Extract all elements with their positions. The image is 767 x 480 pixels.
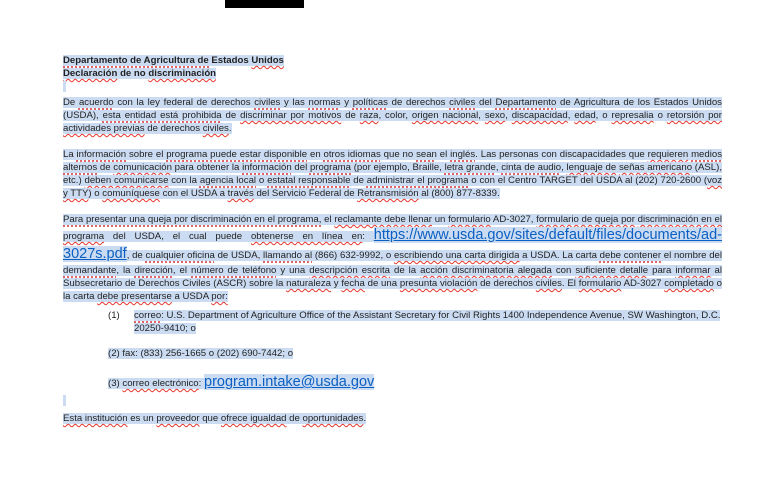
text-run: través [227,188,254,199]
text-run: del USDA, el cual puede [104,231,251,242]
text-run: origen nacional [411,110,479,121]
text-run: (ASL), etc.) [63,162,722,186]
text-run: , de [126,250,146,261]
text-run: requieren [647,149,689,160]
text-run: Departamento de Agricultura de [63,55,212,66]
text-run: de Agricultura de los Estados Unidos (USDA), [63,97,722,121]
text-run: sexo [484,110,506,121]
text-run: letra grande [444,162,496,173]
text-run: a USDA. La carta [519,250,600,261]
text-run: de una [364,278,400,289]
text-run: y [330,278,342,289]
text-run: retorsión por actividades previas [63,110,722,134]
text-run: del [291,162,310,173]
text-run: de [97,162,114,173]
text-run: , color, [378,110,412,121]
text-run: escribiendo una carta dirigida [393,250,520,261]
text-run: con el USDA a [159,188,228,199]
text-run: discriminar por motivos [240,110,342,121]
selected-paragraph-mark [63,395,66,406]
text-run: al Subsecretario de Derechos Civiles (ASCR) sobre la [63,265,722,289]
text-run: llamando al [263,250,313,261]
text-run: con la [168,175,200,186]
text-run: agencia local [199,175,257,186]
text-run: o [256,175,268,186]
text-run: de derechos [144,123,203,134]
text-run: de la [389,265,421,276]
text-run: estatal responsable [267,175,351,186]
text-run: por: [211,291,228,302]
text-run: oportunidades [302,413,364,424]
text-run: de derechos [477,278,536,289]
paragraph-complaint [63,213,722,303]
text-run: , [505,110,512,121]
text-run: Esta institución [63,413,128,424]
text-run: presunta violación [399,278,478,289]
text-run: civiles [202,123,229,134]
text-run: y [340,97,353,108]
text-run: completado [664,278,714,289]
text-run: el [321,214,335,225]
text-run: normas [308,97,341,108]
text-run: que [199,413,221,424]
list-item-email [108,373,722,392]
text-run: Declaración [63,68,118,79]
text-run: o [653,110,667,121]
paragraph-equal-opportunity [63,412,722,425]
text-run: La [63,149,77,160]
text-run: , [495,162,502,173]
selected-paragraph-mark [63,81,66,92]
text-run: información [242,162,292,173]
text-run: esta entidad está prohibida [102,110,222,121]
text-run: y una [276,265,310,276]
text-run: voz y TTY [63,175,723,199]
text-run: , [478,110,485,121]
text-run: cinta de audio [501,162,562,173]
text-run: inglés [450,149,476,160]
text-run: para obtener la [171,162,243,173]
list-number: (1) [108,310,120,321]
text-run: (por ejemplo, Braille, [351,162,445,173]
text-run: . [363,413,366,424]
text-run: que no [380,149,417,160]
text-run: un [432,214,449,225]
text-run: o la carta [63,278,722,302]
top-black-bar [225,0,304,8]
text-run: . Las personas con discapacidades que [475,149,648,160]
text-run: comunicación [113,162,172,173]
text-run: al (800) 877-8339. [418,188,500,199]
document-body[interactable] [63,54,722,425]
title-line-2 [63,67,722,80]
text-run: . [228,123,232,134]
text-run: de [221,110,241,121]
text-run: formulario [448,214,491,225]
text-run: formulario [578,278,622,289]
text-run: De [63,97,79,108]
text-run: , el [172,265,192,276]
text-run: fecha [341,278,365,289]
text-run: Estados [211,55,252,66]
text-run: a USDA [171,291,212,302]
text-run: : U.S. Department of Agriculture Office of the Assistant Secretary for Civil Rights 1400 Independence Avenue, SW Washington, D.C. 20250-9410; o [134,310,721,334]
text-run: reclamante debe llenar [334,214,432,225]
selected-empty-paragraph [63,394,722,410]
text-run: el nombre del [661,250,723,261]
text-run: con [551,265,576,276]
text-run: sobre el [126,149,167,160]
text-run: civiles [535,278,562,289]
text-run: el [436,149,451,160]
paragraph-program-info [63,148,722,200]
text-run: Para presentar una queja por discriminación en el programa, [63,214,322,225]
text-run: (3) [108,378,123,389]
text-run: administrar el programa [366,175,469,186]
text-run: con la ley federal de derechos [113,97,255,108]
text-run: edad [574,110,596,121]
text-run: otros idiomas [323,149,381,160]
text-run: descripción escrita [309,265,390,276]
text-run: civiles [254,97,281,108]
text-run: discriminación en el programa [63,214,722,242]
text-run: naturaleza [286,278,331,289]
text-run: : [198,378,204,389]
text-run: sean [416,149,437,160]
paragraph-civil-rights [63,96,722,135]
text-run: programa [309,162,351,173]
list-item-fax [108,347,722,360]
text-run: ofrece igualdad [220,413,287,424]
hyperlink[interactable]: program.intake@usda.gov [204,374,375,390]
text-run: , [561,162,567,173]
text-run: y las [280,97,309,108]
text-run: lenguaje de [566,162,617,173]
text-run: raza [359,110,379,121]
text-run: Retransmisión [357,188,419,199]
text-run: de [350,175,367,186]
text-run: programa puede estar disponible [166,149,308,160]
text-run: , o [595,110,612,121]
text-run: . El [561,278,579,289]
text-run: de derechos [387,97,450,108]
selected-empty-paragraph [63,80,722,96]
text-run: o con el Centro TARGET del USDA al (202) 720-2600 ( [468,175,708,186]
text-run: informar [675,265,711,276]
text-run: AD-3027, [490,214,537,225]
text-run: debe contener [599,250,662,261]
text-run: correo [134,310,162,321]
text-run: AD-3027 [621,278,665,289]
text-run: es un [127,413,157,424]
text-run: número de teléfono [191,265,277,276]
text-run: información [76,149,127,160]
text-run: cualquier oficina [145,250,215,261]
text-run: de [286,413,303,424]
text-run: medios alternos [63,149,722,173]
text-run: de [341,110,360,121]
text-run: represalia [611,110,654,121]
text-run: obtenerse en línea en [250,231,363,242]
text-run: suficiente detalle [575,265,649,276]
text-run: comuníquese [102,188,160,199]
text-run: señas americano [618,162,693,173]
text-run: del [475,97,496,108]
text-run: (866) 632-9992, o [312,250,394,261]
text-run: deben comunicarse [84,175,169,186]
hyperlink[interactable]: https://www.usda.gov/sites/default/files/documents/ad-3027s.pdf [63,227,722,262]
text-run: de USDA, [214,250,264,261]
text-run: correo electrónico [122,378,199,389]
text-run: discriminación [148,68,217,79]
text-run: civiles [449,97,476,108]
text-run: en [307,149,324,160]
text-run: acuerdo [78,97,114,108]
text-run: debe presentarse [97,291,172,302]
text-run: , la [116,265,135,276]
title-line-1 [63,54,722,67]
text-run: formulario de queja por [536,214,635,225]
text-run: Departamento [495,97,557,108]
text-run: acción discriminatoria alegada [420,265,552,276]
text-run: dirección [134,265,173,276]
list-item-mail [63,309,722,335]
text-run: ) o [88,188,103,199]
text-run: (2) fax: (833) 256-1665 o (202) 690-7442; o [108,348,294,359]
text-run: de no [117,68,149,79]
text-run: proveedor [156,413,200,424]
text-run: demandante [63,265,117,276]
text-run: , [567,110,575,121]
text-run: para [648,265,676,276]
text-run: discapacidad [511,110,568,121]
text-run: Unidos [251,55,284,66]
text-run: políticas [352,97,388,108]
text-run: del Servicio Federal de [253,188,358,199]
text-run: : [362,231,374,242]
